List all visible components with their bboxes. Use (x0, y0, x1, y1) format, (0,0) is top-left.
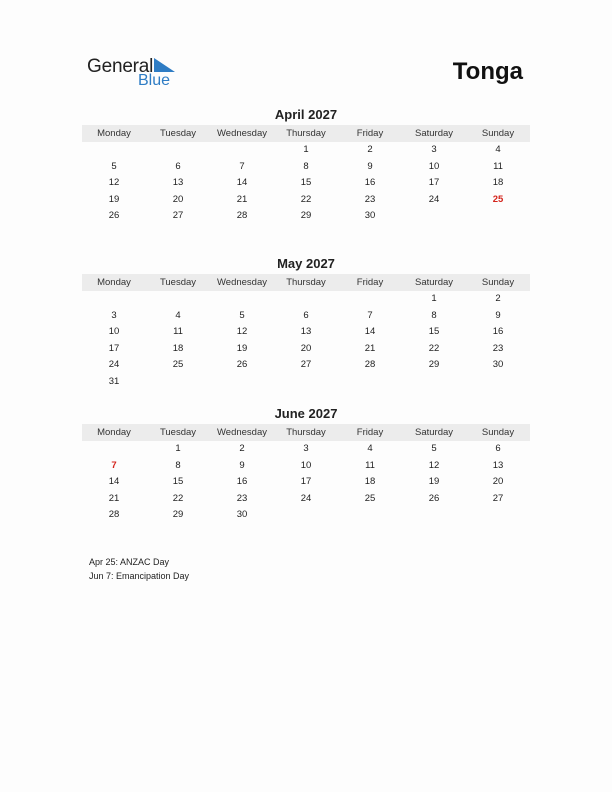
date-cell (82, 291, 146, 308)
date-cell (338, 374, 402, 391)
logo-general-text: General (87, 56, 154, 77)
date-cell: 16 (236, 476, 248, 488)
weekday-label: Wednesday (217, 427, 267, 438)
holiday-date-cell: 25 (492, 193, 504, 205)
date-cell (466, 208, 530, 225)
date-cell: 24 (300, 492, 312, 504)
date-cell: 1 (431, 293, 437, 304)
month-april (82, 107, 530, 225)
date-cell: 10 (108, 326, 120, 338)
date-cell: 5 (239, 309, 245, 321)
date-cell (402, 208, 466, 225)
date-cell (210, 374, 274, 391)
weekday-label: Wednesday (217, 277, 267, 288)
date-cell: 18 (364, 476, 376, 488)
date-cell: 9 (239, 459, 245, 471)
date-cell (82, 441, 146, 458)
date-cell: 8 (175, 459, 181, 471)
date-cell: 18 (492, 177, 504, 189)
date-cell: 4 (495, 144, 501, 155)
date-cell: 11 (365, 459, 375, 471)
date-cell (402, 374, 466, 391)
generalblue-logo (87, 55, 187, 91)
weekday-label: Saturday (414, 277, 454, 288)
date-cell: 14 (364, 326, 376, 338)
date-cell: 21 (108, 492, 120, 504)
weekday-label: Thursday (286, 128, 326, 139)
weekday-label: Monday (97, 427, 131, 438)
date-cell: 24 (428, 193, 440, 205)
week-row (82, 458, 530, 475)
weekday-label: Monday (97, 277, 131, 288)
date-cell: 21 (236, 193, 248, 205)
holiday-item: Apr 25: ANZAC Day (89, 557, 170, 567)
month-title: June 2027 (274, 406, 338, 421)
date-cell: 7 (239, 160, 245, 172)
date-cell: 16 (492, 326, 504, 338)
weekday-header-row (82, 424, 530, 441)
date-cell: 14 (108, 476, 120, 488)
weekday-label: Sunday (481, 277, 515, 288)
weekday-label: Tuesday (159, 427, 197, 438)
date-cell: 22 (428, 342, 440, 354)
date-cell (146, 374, 210, 391)
weekday-label: Friday (356, 277, 384, 288)
date-cell: 5 (431, 443, 437, 454)
week-row (82, 308, 530, 325)
date-cell (210, 291, 274, 308)
date-cell: 13 (300, 326, 312, 338)
date-cell: 19 (236, 342, 248, 354)
date-cell: 3 (303, 443, 309, 454)
date-cell: 13 (492, 459, 504, 471)
date-cell (146, 142, 210, 159)
date-cell (274, 374, 338, 391)
date-cell (466, 507, 530, 524)
weekday-label: Sunday (481, 128, 515, 139)
date-cell (274, 507, 338, 524)
date-cell: 17 (300, 476, 312, 488)
date-cell (402, 507, 466, 524)
holiday-list (89, 556, 189, 583)
date-cell: 4 (175, 309, 181, 321)
date-cell: 26 (236, 359, 248, 371)
date-cell: 27 (300, 359, 312, 371)
date-cell: 22 (300, 193, 312, 205)
date-cell (274, 291, 338, 308)
date-cell: 7 (367, 309, 373, 321)
month-june (82, 406, 530, 524)
date-cell (210, 142, 274, 159)
week-row (82, 175, 530, 192)
week-row (82, 192, 530, 209)
week-row (82, 208, 530, 225)
week-row (82, 142, 530, 159)
date-cell: 23 (492, 342, 504, 354)
weekday-label: Tuesday (159, 277, 197, 288)
week-row (82, 324, 530, 341)
date-cell: 9 (495, 309, 501, 321)
holiday-date-cell: 7 (111, 459, 117, 471)
date-cell: 29 (428, 359, 440, 371)
date-cell: 27 (492, 492, 504, 504)
date-cell: 30 (492, 359, 504, 371)
date-cell: 8 (303, 160, 309, 172)
date-cell: 21 (364, 342, 376, 354)
date-cell: 20 (492, 476, 504, 488)
date-cell (146, 291, 210, 308)
date-cell: 9 (367, 160, 373, 172)
date-cell: 12 (428, 459, 440, 471)
date-cell: 18 (172, 342, 184, 354)
date-cell: 16 (364, 177, 376, 189)
date-cell (82, 142, 146, 159)
weekday-header-row (82, 274, 530, 291)
week-row (82, 441, 530, 458)
date-cell: 2 (367, 144, 373, 155)
week-row (82, 507, 530, 524)
date-cell: 17 (428, 177, 440, 189)
date-cell: 30 (236, 509, 248, 521)
date-cell: 10 (300, 459, 312, 471)
date-cell: 22 (172, 492, 184, 504)
weekday-label: Wednesday (217, 128, 267, 139)
date-cell: 5 (111, 160, 117, 172)
country-title: Tonga (452, 58, 523, 85)
date-cell: 25 (172, 359, 184, 371)
date-cell: 3 (111, 309, 117, 321)
date-cell: 10 (428, 160, 440, 172)
date-cell: 31 (108, 375, 120, 387)
week-row (82, 159, 530, 176)
date-cell: 1 (303, 144, 309, 155)
date-cell: 2 (239, 443, 245, 454)
date-cell: 17 (108, 342, 120, 354)
date-cell: 12 (108, 177, 120, 189)
week-row (82, 357, 530, 374)
date-cell: 4 (367, 443, 373, 454)
date-cell: 11 (493, 160, 503, 172)
date-cell: 26 (108, 210, 120, 222)
date-cell: 1 (175, 443, 181, 454)
date-cell: 28 (108, 509, 120, 521)
weekday-label: Monday (97, 128, 131, 139)
date-cell: 15 (428, 326, 440, 338)
date-cell: 29 (172, 509, 184, 521)
weekday-label: Friday (356, 128, 384, 139)
date-cell: 19 (428, 476, 440, 488)
week-row (82, 291, 530, 308)
logo-triangle-icon (154, 58, 175, 72)
week-row (82, 374, 530, 391)
date-cell: 28 (364, 359, 376, 371)
date-cell: 28 (236, 210, 248, 222)
date-cell: 20 (300, 342, 312, 354)
week-row (82, 474, 530, 491)
holiday-item: Jun 7: Emancipation Day (89, 570, 190, 581)
date-cell: 13 (172, 177, 184, 189)
date-cell: 24 (108, 359, 120, 371)
logo-blue-text: Blue (138, 72, 171, 89)
month-title: May 2027 (277, 256, 335, 271)
date-cell: 6 (303, 309, 309, 321)
week-row (82, 341, 530, 358)
weekday-label: Thursday (286, 427, 326, 438)
weekday-label: Sunday (481, 427, 515, 438)
date-cell: 25 (364, 492, 376, 504)
week-row (82, 491, 530, 508)
date-cell: 11 (173, 326, 183, 338)
date-cell: 19 (108, 193, 120, 205)
date-cell (338, 507, 402, 524)
date-cell: 8 (431, 309, 437, 321)
date-cell: 29 (300, 210, 312, 222)
date-cell: 2 (495, 293, 501, 304)
date-cell: 20 (172, 193, 184, 205)
weekday-label: Tuesday (159, 128, 197, 139)
date-cell: 3 (431, 144, 437, 155)
date-cell: 12 (236, 326, 248, 338)
date-cell: 15 (300, 177, 312, 189)
weekday-label: Saturday (414, 427, 454, 438)
weekday-label: Saturday (414, 128, 454, 139)
weekday-header-row (82, 125, 530, 142)
date-cell: 14 (236, 177, 248, 189)
date-cell: 26 (428, 492, 440, 504)
date-cell: 23 (364, 193, 376, 205)
date-cell: 15 (172, 476, 184, 488)
weekday-label: Thursday (286, 277, 326, 288)
date-cell: 6 (495, 443, 501, 454)
date-cell (338, 291, 402, 308)
weekday-label: Friday (356, 427, 384, 438)
date-cell: 6 (175, 160, 181, 172)
month-title: April 2027 (274, 107, 338, 122)
date-cell (466, 374, 530, 391)
date-cell: 23 (236, 492, 248, 504)
date-cell: 30 (364, 210, 376, 222)
date-cell: 27 (172, 210, 184, 222)
month-may (82, 256, 530, 391)
